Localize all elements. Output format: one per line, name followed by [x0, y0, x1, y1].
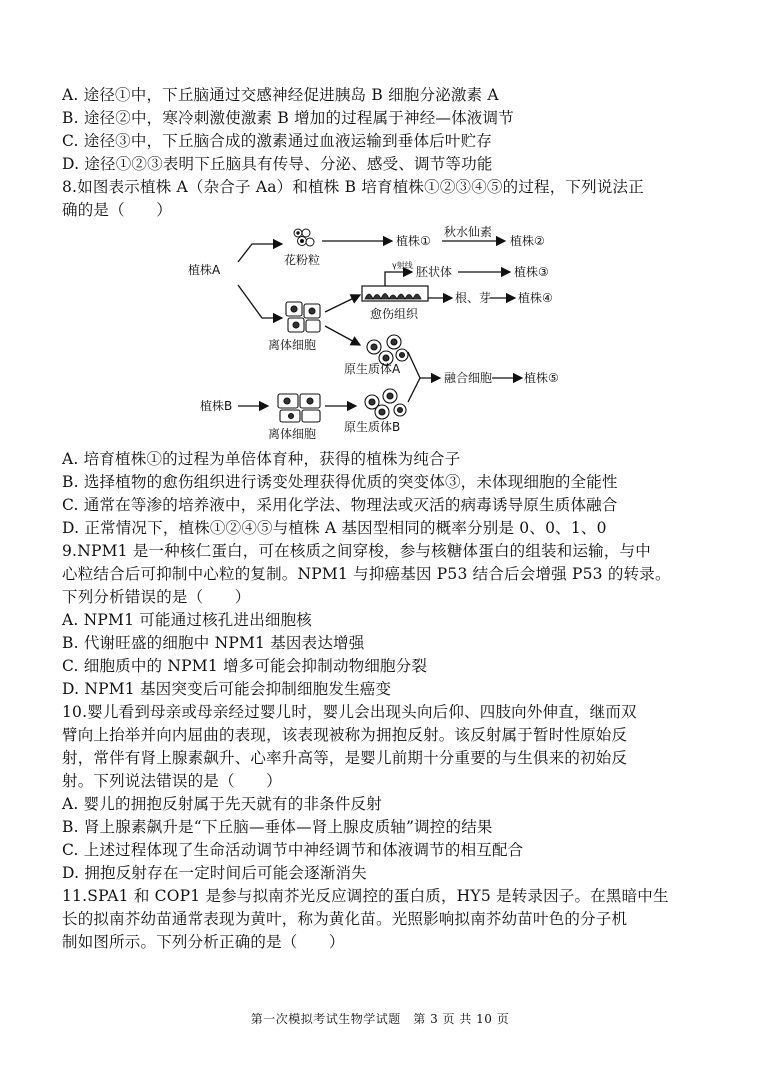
q9-stem-line-1: 9.NPM1 是一种核仁蛋白，可在核质之间穿梭，参与核糖体蛋白的组装和运输，与中 — [62, 542, 651, 560]
label-plant2: 植株② — [510, 234, 545, 248]
q8-option-b: B. 选择植物的愈伤组织进行诱变处理获得优质的突变体③，未体现细胞的全能性 — [62, 473, 618, 491]
q9-option-c: C. 细胞质中的 NPM1 增多可能会抑制动物细胞分裂 — [62, 657, 428, 675]
q8-option-d: D. 正常情况下，植株①②④⑤与植株 A 基因型相同的概率分别是 0、0、1、0 — [62, 519, 607, 537]
label-embryoid: 胚状体 — [416, 265, 453, 279]
q10-stem-line-1: 10.婴儿看到母亲或母亲经过婴儿时，婴儿会出现头向后仰、四肢向外伸直，继而双 — [62, 703, 637, 721]
q10-stem-line-2: 臂向上抬举并向内屈曲的表现，该表现被称为拥抱反射。该反射属于暂时性原始反 — [62, 726, 628, 744]
pollen-grains-icon — [294, 229, 314, 246]
q8-option-c: C. 通常在等渗的培养液中，采用化学法、物理法或灭活的病毒诱导原生质体融合 — [62, 496, 618, 514]
page-footer: 第一次模拟考试生物学试题 第 3 页 共 10 页 — [250, 1012, 510, 1026]
q9-option-b: B. 代谢旺盛的细胞中 NPM1 基因表达增强 — [62, 634, 365, 652]
label-plant4: 植株④ — [518, 291, 553, 305]
q8-stem-line-1: 8.如图表示植株 A（杂合子 Aa）和植株 B 培育植株①②③④⑤的过程，下列说法正 — [62, 178, 644, 196]
q9-stem-line-3: 下列分析错误的是（ ） — [62, 588, 251, 606]
q8-stem-line-2: 确的是（ ） — [62, 201, 172, 219]
q10-option-c: C. 上述过程体现了生命活动调节中神经调节和体液调节的相互配合 — [62, 841, 524, 859]
q11-stem-line-2: 长的拟南芥幼苗通常表现为黄叶，称为黄化苗。光照影响拟南芥幼苗叶色的分子机 — [62, 910, 628, 928]
callus-icon — [362, 286, 428, 301]
isolated-cells-b-icon — [278, 394, 320, 422]
label-protoplast-b: 原生质体B — [344, 420, 401, 434]
q8-option-a: A. 培育植株①的过程为单倍体育种，获得的植株为纯合子 — [62, 450, 461, 468]
label-isolated-cells-a: 离体细胞 — [268, 338, 317, 352]
q7-option-b: B. 途径②中，寒冷刺激使激素 B 增加的过程属于神经—体液调节 — [62, 109, 514, 127]
label-plant1: 植株① — [396, 234, 431, 248]
q9-option-a: A. NPM1 可能通过核孔进出细胞核 — [62, 611, 312, 629]
q10-stem-line-3: 射，常伴有肾上腺素飙升、心率升高等，是婴儿前期十分重要的与生俱来的初始反 — [62, 749, 628, 767]
label-protoplast-a: 原生质体A — [344, 362, 401, 376]
q10-option-a: A. 婴儿的拥抱反射属于先天就有的非条件反射 — [62, 795, 382, 813]
label-isolated-cells-b: 离体细胞 — [268, 427, 317, 441]
label-plant3: 植株③ — [514, 265, 549, 279]
label-gamma-ray: γ射线 — [392, 261, 413, 270]
q9-option-d: D. NPM1 基因突变后可能会抑制细胞发生癌变 — [62, 680, 392, 698]
q10-option-d: D. 拥抱反射存在一定时间后可能会逐渐消失 — [62, 864, 367, 882]
label-plant5: 植株⑤ — [524, 371, 559, 385]
q7-option-d: D. 途径①②③表明下丘脑具有传导、分泌、感受、调节等功能 — [62, 155, 493, 173]
q11-stem-line-1: 11.SPA1 和 COP1 是参与拟南芥光反应调控的蛋白质，HY5 是转录因子。在黑暗中生 — [62, 887, 669, 905]
q7-option-a: A. 途径①中，下丘脑通过交感神经促进胰岛 B 细胞分泌激素 A — [62, 86, 499, 104]
label-colchicine: 秋水仙素 — [444, 225, 493, 239]
q10-stem-line-4: 射。下列说法错误的是（ ） — [62, 772, 282, 790]
protoplast-a-icon — [367, 335, 408, 365]
q10-option-b: B. 肾上腺素飙升是“下丘脑—垂体—肾上腺皮质轴”调控的结果 — [62, 818, 493, 836]
protoplast-b-icon — [365, 389, 406, 419]
q8-breeding-diagram — [180, 222, 600, 448]
label-fused-cell: 融合细胞 — [444, 371, 493, 385]
label-pollen: 花粉粒 — [284, 253, 321, 267]
isolated-cells-a-icon — [286, 302, 320, 332]
q9-stem-line-2: 心粒结合后可抑制中心粒的复制。NPM1 与抑癌基因 P53 结合后会增强 P53 的转录。 — [62, 565, 671, 583]
label-callus: 愈伤组织 — [370, 307, 419, 321]
label-plant-a: 植株A — [188, 263, 221, 277]
q7-option-c: C. 途径③中，下丘脑合成的激素通过血液运输到垂体后叶贮存 — [62, 132, 492, 150]
label-plant-b: 植株B — [200, 399, 233, 413]
label-root-bud: 根、芽 — [455, 291, 492, 305]
q11-stem-line-3: 制如图所示。下列分析正确的是（ ） — [62, 933, 345, 951]
